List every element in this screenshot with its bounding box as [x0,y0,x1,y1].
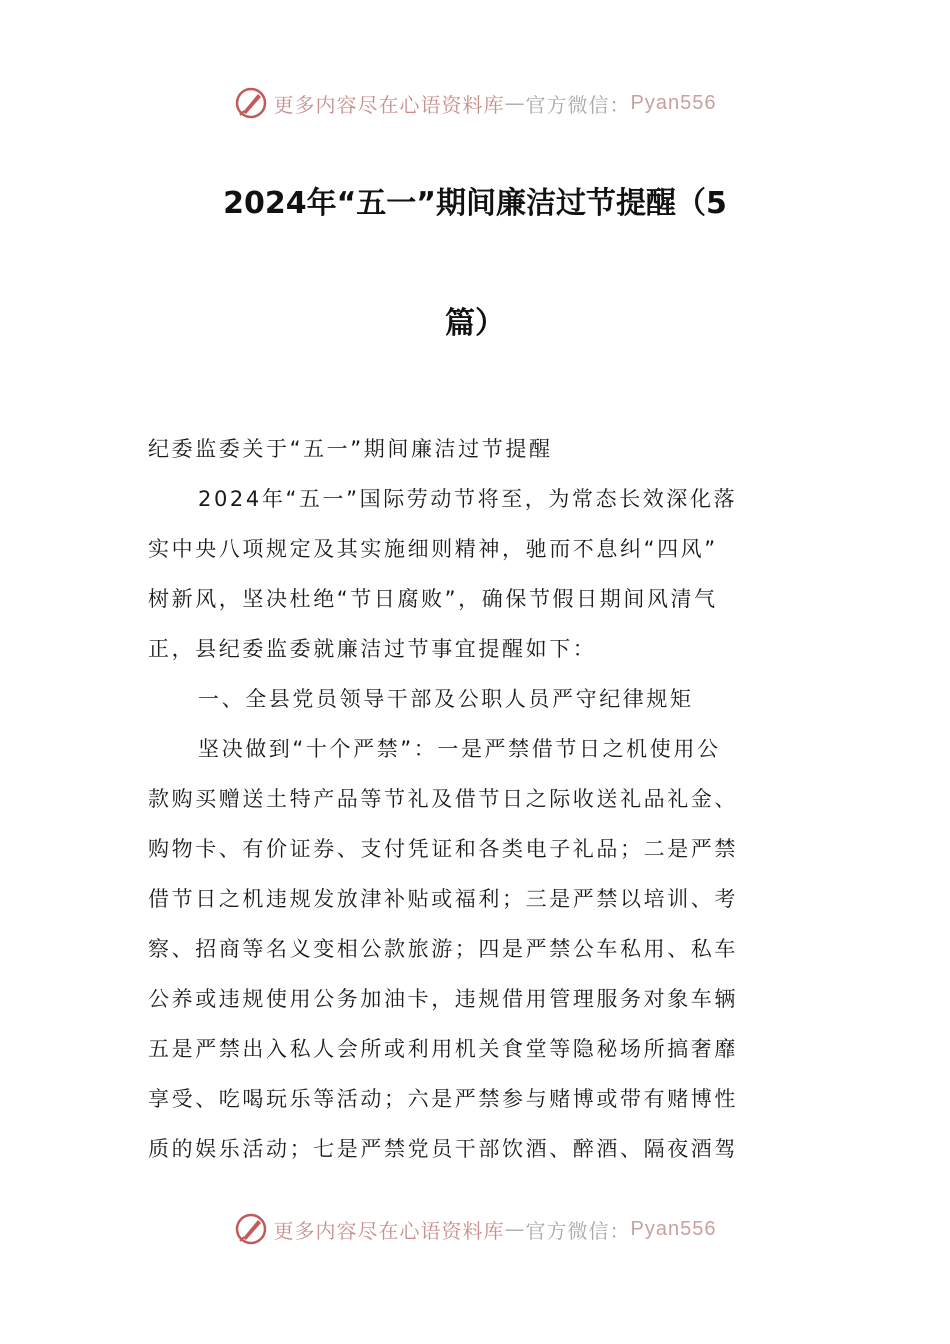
watermark-label: 官方微信： [525,1218,631,1243]
quill-logo-icon [234,86,268,120]
paragraph-line: 质的娱乐活动；七是严禁党员干部饮酒、醉酒、隔夜酒驾 [148,1137,738,1161]
paragraph-line: 2024年“五一”国际劳动节将至，为常态长效深化落 [198,487,738,511]
watermark-separator: — [504,91,526,115]
paragraph-line: 五是严禁出入私人会所或利用机关食堂等隐秘场所搞奢靡 [148,1037,738,1061]
paragraph-line: 树新风，坚决杜绝“节日腐败”，确保节假日期间风清气 [148,587,718,611]
document-title-line1: 2024年“五一”期间廉洁过节提醒（5 [223,186,727,221]
header-watermark [0,86,950,120]
paragraph-line: 享受、吃喝玩乐等活动；六是严禁参与赌博或带有赌博性 [148,1087,738,1111]
subsection-heading: 一、全县党员领导干部及公职人员严守纪律规矩 [198,687,694,711]
document-title-line2: 篇） [445,306,505,341]
paragraph-line: 公养或违规使用公务加油卡，违规借用管理服务对象车辆 [148,987,738,1011]
section-heading: 纪委监委关于“五一”期间廉洁过节提醒 [148,437,553,461]
quill-logo-icon [234,1212,268,1246]
watermark-separator: — [504,1217,526,1241]
footer-watermark [0,1212,950,1246]
document-body [148,424,808,1174]
paragraph-line: 借节日之机违规发放津补贴或福利；三是严禁以培训、考 [148,887,738,911]
paragraph-line: 察、招商等名义变相公款旅游；四是严禁公车私用、私车 [148,937,738,961]
paragraph-line: 坚决做到“十个严禁”：一是严禁借节日之机使用公 [198,737,721,761]
paragraph-line: 购物卡、有价证券、支付凭证和各类电子礼品；二是严禁 [148,837,738,861]
watermark-brand: 更多内容尽在心语资料库 [273,1218,505,1243]
watermark-brand: 更多内容尽在心语资料库 [273,92,505,117]
paragraph-line: 实中央八项规定及其实施细则精神，驰而不息纠“四风” [148,537,718,561]
watermark-wechat-id: Pyan556 [630,1217,717,1240]
watermark-label: 官方微信： [525,92,631,117]
watermark-wechat-id: Pyan556 [630,91,717,114]
paragraph-line: 款购买赠送土特产品等节礼及借节日之际收送礼品礼金、 [148,787,738,811]
paragraph-line: 正，县纪委监委就廉洁过节事宜提醒如下： [148,637,597,661]
